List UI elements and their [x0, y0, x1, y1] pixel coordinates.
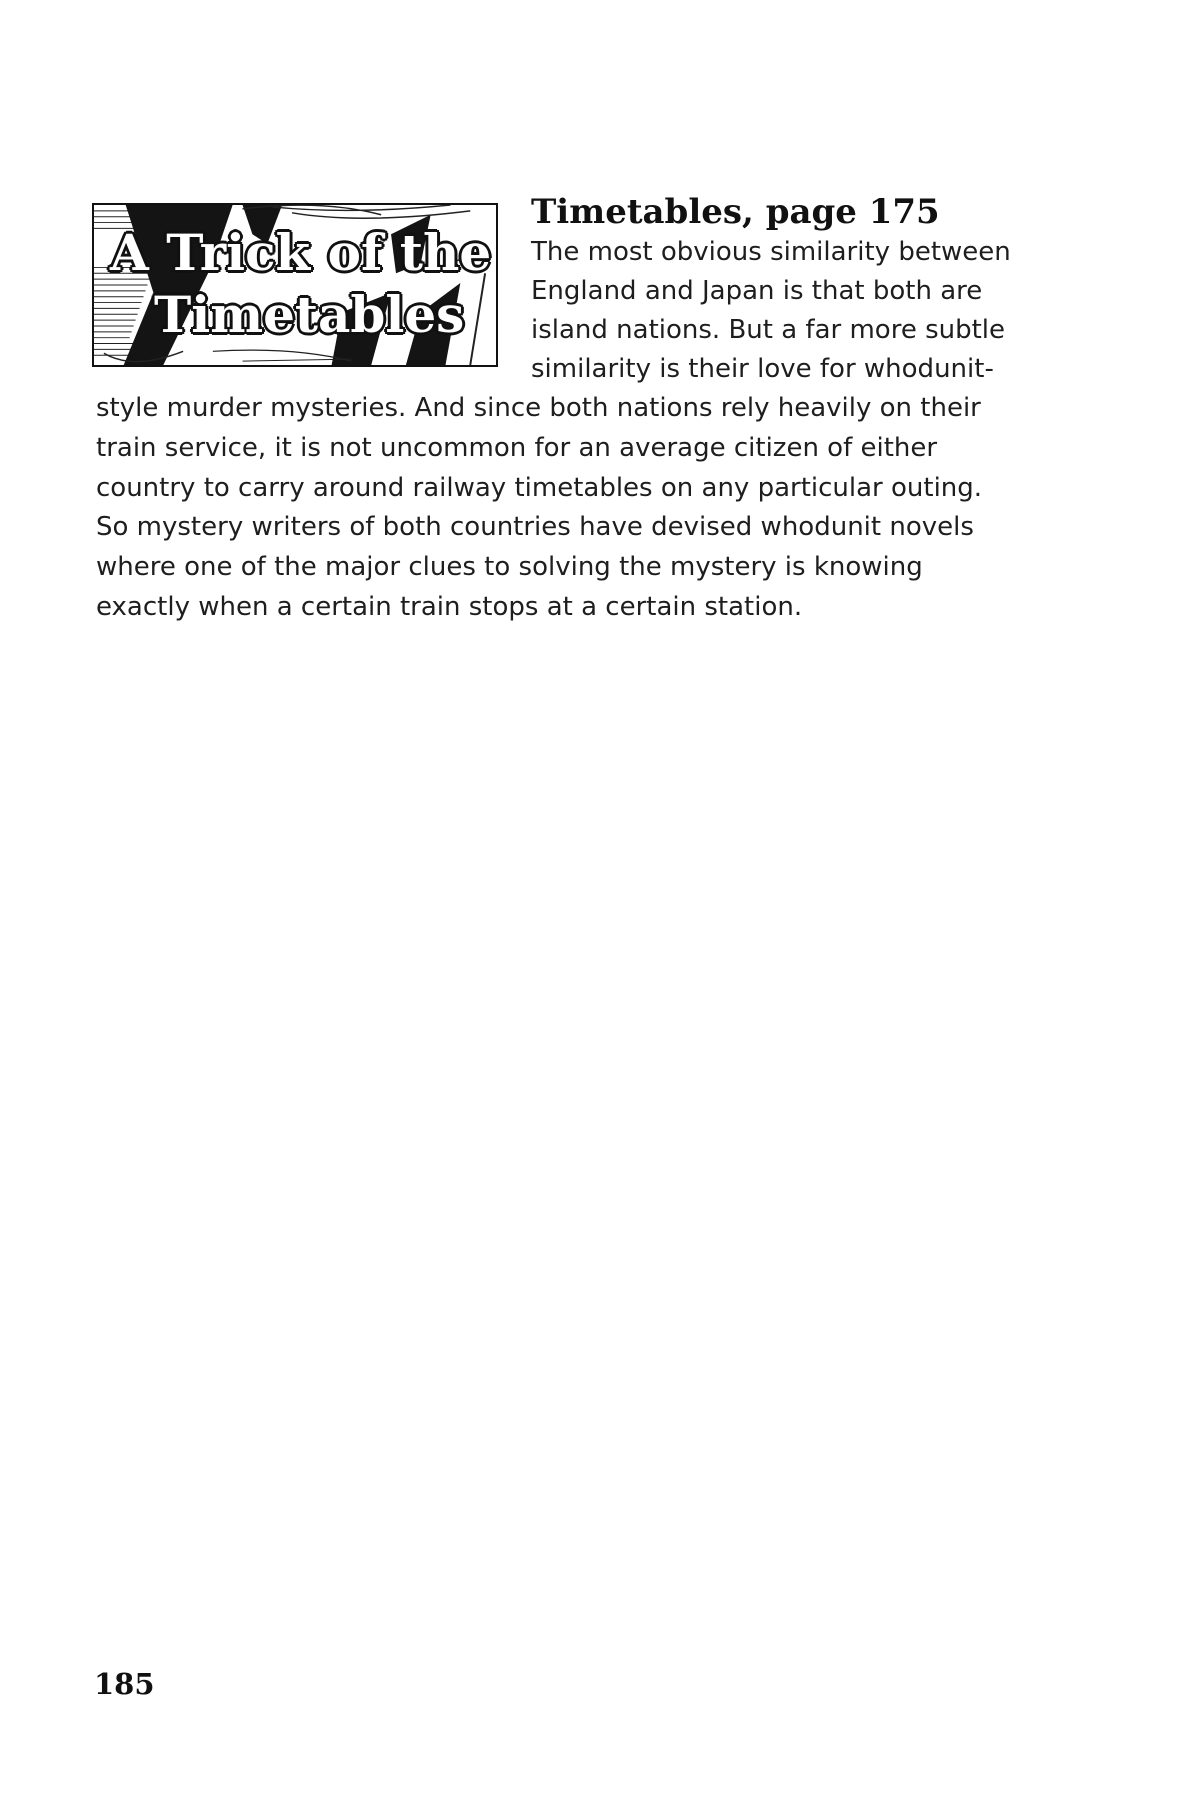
body-line: England and Japan is that both are [531, 276, 983, 306]
panel-title-line-1: A Trick of the [110, 223, 492, 282]
body-line: similarity is their love for whodunit- [531, 354, 994, 384]
body-line: country to carry around railway timetables on any particular outing. [96, 473, 983, 503]
panel-title-line-2: Timetables [154, 285, 465, 344]
note-heading: Timetables, page 175 [531, 192, 940, 232]
manga-panel-illustration [92, 203, 498, 367]
body-line: where one of the major clues to solving the mystery is knowing [96, 552, 923, 582]
body-line: So mystery writers of both countries have devised whodunit novels [96, 512, 974, 542]
body-line: train service, it is not uncommon for an average citizen of either [96, 433, 938, 463]
body-line: exactly when a certain train stops at a certain station. [96, 592, 803, 622]
body-line: style murder mysteries. And since both nations rely heavily on their [96, 393, 981, 423]
body-line: island nations. But a far more subtle [531, 315, 1006, 345]
page-number: 185 [94, 1667, 155, 1701]
body-line: The most obvious similarity between [531, 237, 1011, 267]
